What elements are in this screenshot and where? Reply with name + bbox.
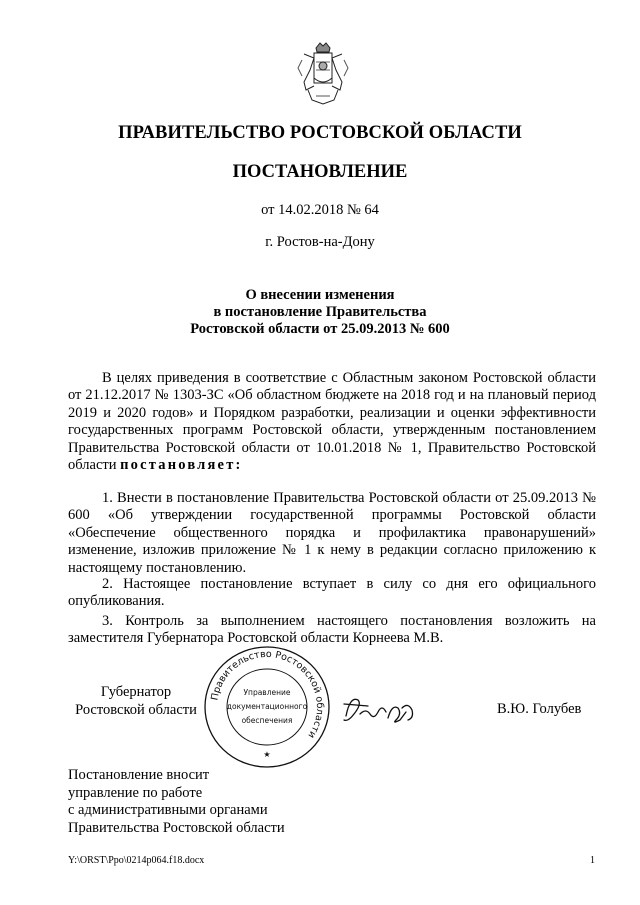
document-date: от 14.02.2018 № 64	[261, 202, 379, 218]
official-seal	[202, 645, 332, 770]
seal-inner-line: обеспечения	[241, 716, 293, 725]
subject-line: О внесении изменения	[245, 287, 395, 303]
file-path: Y:\ORST\Ppo\0214p064.f18.docx	[68, 855, 205, 866]
item-2-paragraph: 2. Настоящее постановление вступает в силу со дня его официального опубликования.	[68, 576, 596, 610]
subject-line: в постановление Правительства	[213, 304, 427, 320]
seal-outer-text-path: Правительство Ростовской области	[209, 648, 326, 740]
document-city: г. Ростов-на-Дону	[265, 234, 375, 250]
signatory-title-line: Губернатор	[100, 684, 172, 700]
seal-inner-line: Управление	[243, 688, 291, 697]
resolves-word: постановляет:	[120, 457, 243, 474]
item-3-paragraph: 3. Контроль за выполнением настоящего постановления возложить на заместителя Губернатора Ростовской области Корнеева М.В.	[68, 613, 596, 647]
preamble-paragraph	[68, 370, 596, 474]
preamble-text: В целях приведения в соответствие с Областным законом Ростовской области от 21.12.2017 № 1303-ЗС «Об областном бюджете на 2018 год и на плановый период 2019 и 2020 годов» и Порядком разработки, реализации и оценки эффективности государственных программ Ростовской области, утвержденным постановлением Правительства Ростовской области от 10.01.2018 № 1, Правительство Ростовской области	[68, 370, 596, 474]
signatory-title	[68, 683, 204, 719]
note-line: управление по работе	[68, 784, 203, 801]
organization-title: ПРАВИТЕЛЬСТВО РОСТОВСКОЙ ОБЛАСТИ	[118, 123, 522, 143]
handwritten-signature	[340, 690, 430, 730]
seal-inner-line: документационного	[226, 702, 308, 711]
note-line: Правительства Ростовской области	[68, 819, 285, 836]
note-line: Постановление вносит	[68, 767, 210, 783]
signatory-name: В.Ю. Голубев	[497, 701, 582, 717]
item-1-paragraph: 1. Внести в постановление Правительства Ростовской области от 25.09.2013 № 600 «Об утверждении государственной программы Ростовской области «Обеспечение общественного порядка и профилактика правонарушений» изменение, изложив приложение № 1 к нему в редакции согласно приложению к настоящему постановлению.	[68, 490, 596, 576]
seal-star-icon: ★	[263, 750, 271, 759]
page-number: 1	[590, 855, 595, 866]
coat-of-arms-icon	[296, 40, 350, 108]
document-subject	[0, 287, 640, 338]
signatory-title-line: Ростовской области	[75, 702, 197, 718]
document-type: ПОСТАНОВЛЕНИЕ	[232, 162, 408, 182]
submitted-by-note	[68, 767, 285, 837]
note-line: с административными органами	[68, 802, 268, 819]
subject-line: Ростовской области от 25.09.2013 № 600	[190, 321, 450, 337]
